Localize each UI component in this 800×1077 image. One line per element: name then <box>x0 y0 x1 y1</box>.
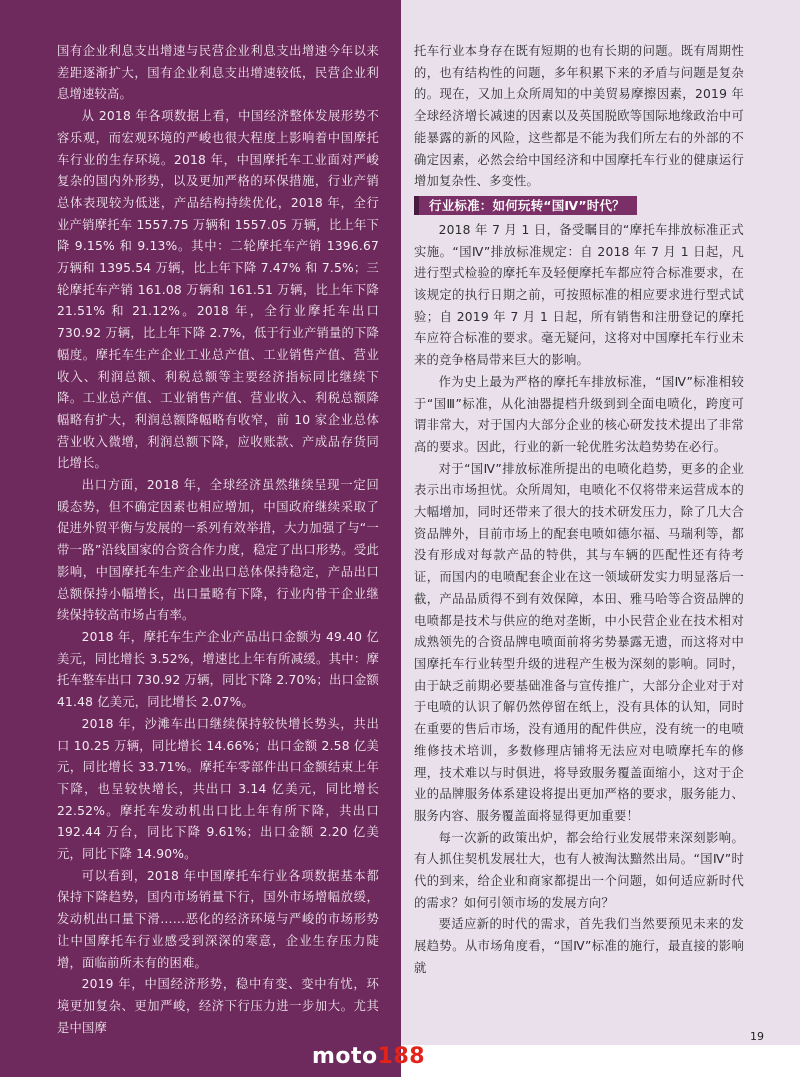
paragraph: 要适应新的时代的需求，首先我们当然要预见未来的发展趋势。从市场角度看，“国Ⅳ”标准的施行，最直接的影响就 <box>414 917 744 975</box>
paragraph: 可以看到，2018 年中国摩托车行业各项数据基本都保持下降趋势，国内市场销量下行，国外市场增幅放缓，发动机出口量下滑……恶化的经济环境与严峻的市场形势让中国摩托车行业感受到深深的寒意，企业生存压力陡增，面临前所未有的困难。 <box>57 868 379 970</box>
paragraph: 出口方面，2018 年，全球经济虽然继续呈现一定回暖态势，但不确定因素也相应增加，中国政府继续采取了促进外贸平衡与发展的一系列有效举措，大力加强了与“一带一路”沿线国家的合资合作力度，稳定了出口形势。受此影响，中国摩托车生产企业出口总体保持稳定，产品出口总额保持小幅增长，出口量略有下降，行业内骨干企业继续保持较高市场占有率。 <box>57 478 379 623</box>
paragraph: 2018 年 7 月 1 日，备受瞩目的“摩托车排放标准正式实施。“国Ⅳ”排放标准规定：自 2018 年 7 月 1 日起，凡进行型式检验的摩托车及轻便摩托车都应符合标准要求，在该规定的执行日期之前，可按照标准的相应要求进行型式试验；自 2019 年 7 月 1 日起，所有销售和注册登记的摩托车应符合标准的要求。毫无疑问，这将对中国摩托车行业未来的竞争格局带来巨大的影响。 <box>414 222 744 368</box>
paragraph: 每一次新的政策出炉，都会给行业发展带来深刻影响。有人抓住契机发展壮大，也有人被淘汰黯然出局。“国Ⅳ”时代的到来，给企业和商家都提出一个问题，如何适应新时代的需求？如何引领市场的发展方向？ <box>414 830 744 910</box>
paragraph: 2018 年，摩托车生产企业产品出口金额为 49.40 亿美元，同比增长 3.52%，增速比上年有所减缓。其中：摩托车整车出口 730.92 万辆，同比下降 2.70%；出口金额 41.48 亿美元，同比增长 2.07%。 <box>57 629 379 710</box>
page-number: 19 <box>750 1030 764 1043</box>
site-logo <box>312 1044 487 1069</box>
left-text-column <box>57 41 379 1039</box>
paragraph: 从 2018 年各项数据上看，中国经济整体发展形势不容乐观，而宏观环境的严峻也很大程度上影响着中国摩托车行业的生存环境。2018 年，中国摩托车工业面对严峻复杂的国内外形势，以及更加严格的环保措施，行业产销总体表现较为低迷，产品结构持续优化，2018 年，全行业产销摩托车 1557.75 万辆和 1557.05 万辆，比上年下降 9.15% 和 9.13%。其中：二轮摩托车产销 1396.67 万辆和 1395.54 万辆，比上年下降 7.47% 和 7.5%；三轮摩托车产销 161.08 万辆和 161.51 万辆，比上年下降 21.51% 和 21.12%。2018 年，全行业摩托车出口 730.92 万辆，比上年下降 2.7%，低于行业产销量的下降幅度。摩托车生产企业工业总产值、工业销售产值、营业收入、利润总额、利税总额等主要经济指标同比继续下降。工业总产值、工业销售产值、营业收入、利税总额降幅略有扩大，利润总额降幅略有收窄，前 10 家企业总体营业收入微增，利润总额下降，应收账款、产成品存货同比增长。 <box>57 109 379 471</box>
paragraph: 托车行业本身存在既有短期的也有长期的问题。既有周期性的，也有结构性的问题，多年积累下来的矛盾与问题是复杂的。现在，又加上众所周知的中美贸易摩擦因素，2019 年全球经济增长减速的因素以及英国脱欧等国际地缘政治中可能暴露的新的风险，这些都是不能为我们所左右的外部的不确定因素，必然会给中国经济和中国摩托车行业的健康运行增加复杂性、多变性。 <box>414 44 744 189</box>
paragraph: 2018 年，沙滩车出口继续保持较快增长势头，共出口 10.25 万辆，同比增长 14.66%；出口金额 2.58 亿美元，同比增长 33.71%。摩托车零部件出口金额结束上年下降，也呈较快增长，共出口 3.14 亿美元，同比增长 22.52%。摩托车发动机出口比上年有所下降，共出口 192.44 万台，同比下降 9.61%；出口金额 2.20 亿美元，同比下降 14.90%。 <box>57 716 379 862</box>
logo-number-text: 188 <box>377 1044 426 1069</box>
paragraph: 对于“国Ⅳ”排放标准所提出的电喷化趋势，更多的企业表示出市场担忧。众所周知，电喷化不仅将带来运营成本的大幅增加，同时还带来了很大的技术研发压力，除了几大合资品牌外，目前市场上的配套电喷如德尔福、马瑞利等，都没有形成对每款产品的特供，其与车辆的匹配性还有待考证，而国内的电喷配套企业在这一领域研发实力明显落后一截，产品品质得不到有效保障，本田、雅马哈等合资品牌的电喷都是技术与供应的绝对垄断，中小民营企业在技术相对成熟领先的合资品牌电喷面前将劣势暴露无遗，而这将对中国摩托车行业转型升级的进程产生极为深刻的影响。同时，由于缺乏前期必要基础准备与宣传推广，大部分企业对于对于电喷的认识了解仍然停留在纸上，没有具体的认知，同时在重要的售后市场，没有通用的配件供应，没有统一的电喷维修技术培训，多数修理店铺将无法应对电喷摩托车的修理，技术难以与时俱进，将导致服务覆盖面缩小，这对于企业的品牌服务体系建设将提出更加严格的要求，服务能力、服务内容、服务覆盖面将显得更加重要！ <box>414 461 744 823</box>
paragraph: 国有企业利息支出增速与民营企业利息支出增速今年以来差距逐渐扩大，国有企业利息支出增速较低，民营企业利息增速较高。 <box>57 44 379 102</box>
logo-moto-text: moto <box>312 1044 378 1069</box>
right-text-column <box>414 41 744 980</box>
logo-dotcom-text: .com <box>425 1044 487 1069</box>
section-heading: 行业标准：如何玩转“国Ⅳ”时代？ <box>414 196 637 215</box>
paragraph: 作为史上最为严格的摩托车排放标准，“国Ⅳ”标准相较于“国Ⅲ”标准，从化油器提档升级到到全面电喷化，跨度可谓非常大，对于国内大部分企业的核心研发技术提出了非常高的要求。因此，行业的新一轮优胜劣汰趋势势在必行。 <box>414 374 744 454</box>
paragraph: 2019 年，中国经济形势，稳中有变、变中有忧，环境更加复杂、更加严峻，经济下行压力进一步加大。尤其是中国摩 <box>57 977 379 1035</box>
